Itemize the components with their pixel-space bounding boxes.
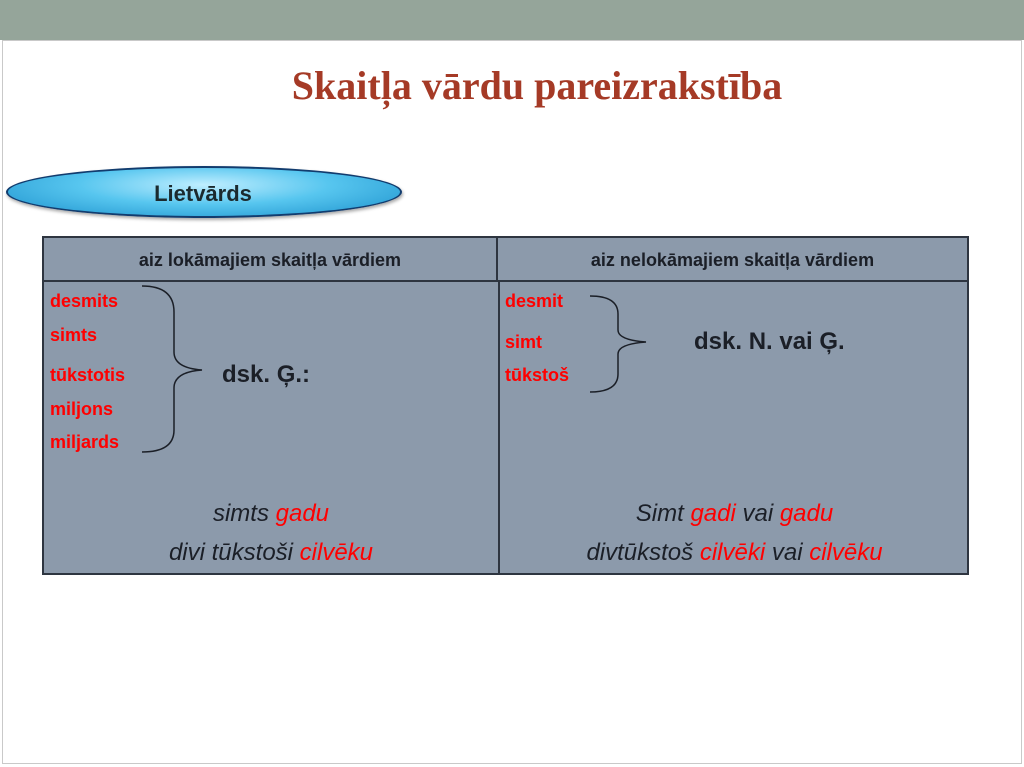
- header-indeclinable: aiz nelokāmajiem skaitļa vārdiem: [498, 238, 967, 282]
- pill-label: Lietvārds: [154, 181, 252, 206]
- example-highlight: gadu: [275, 500, 330, 527]
- left-word: miljards: [50, 432, 120, 452]
- left-word: miljons: [50, 399, 114, 419]
- right-word: tūkstoš: [505, 365, 570, 385]
- right-word: desmit: [505, 291, 564, 311]
- left-word: simts: [50, 325, 98, 345]
- rules-table: [42, 236, 969, 575]
- left-brace: [140, 282, 220, 457]
- right-word: simt: [505, 332, 543, 352]
- header-declinable: aiz lokāmajiem skaitļa vārdiem: [44, 238, 498, 282]
- example-highlight: gadi: [690, 500, 736, 527]
- example-highlight: cilvēki: [699, 539, 766, 566]
- slide-title: Skaitļa vārdu pareizrakstība: [291, 63, 783, 108]
- column-divider: [498, 282, 500, 573]
- example-text: vai: [735, 500, 780, 527]
- left-example-2: [44, 539, 498, 567]
- example-text: divi tūkstoši: [168, 539, 300, 566]
- example-highlight: gadu: [779, 500, 834, 527]
- example-highlight: cilvēku: [809, 539, 883, 566]
- lietvards-pill: [6, 166, 402, 218]
- example-text: vai: [765, 539, 810, 566]
- left-rule: dsk. Ģ.:: [222, 361, 311, 388]
- left-word: desmits: [50, 291, 119, 311]
- left-word: tūkstotis: [50, 365, 126, 385]
- right-example-2: [500, 539, 969, 567]
- example-text: divtūkstoš: [586, 539, 700, 566]
- left-example-1: [44, 500, 498, 528]
- example-text: Simt: [635, 500, 691, 527]
- top-band: [0, 0, 1024, 40]
- right-brace: [590, 294, 660, 394]
- right-example-1: [500, 500, 969, 528]
- example-text: simts: [212, 500, 276, 527]
- right-rule: dsk. N. vai Ģ.: [694, 328, 845, 355]
- example-highlight: cilvēku: [299, 539, 374, 566]
